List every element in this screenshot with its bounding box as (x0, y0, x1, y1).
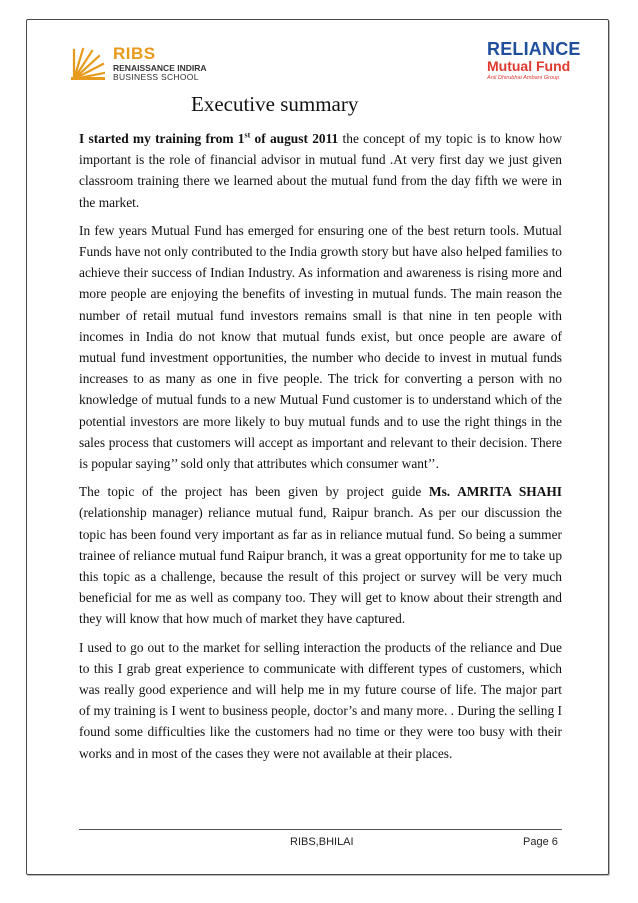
paragraph-4: I used to go out to the market for selling interaction the products of the reliance and Due to this I grab great experience to communicate with different types of customers, which was really good experience and will help me in my future course of life. The major part of my training is I went to business people, doctor’s and many more. . During the selling I found some difficulties like the customers had no time or they were too busy with their works and in most of the cases they were not available at their places. (79, 639, 562, 761)
page-title: Executive summary (191, 92, 359, 116)
paragraph-3: The topic of the project has been given by project guide Ms. AMRITA SHAHI (relationship manager) reliance mutual fund, Raipur branch. As per our discussion the topic has been found very important as far as in reliance mutual fund. So being a summer trainee of reliance mutual fund Raipur branch, it was a great opportunity for me to take up this topic as a challenge, because the result of this project or survey will be very much beneficial for me as well as company too. They will get to know about their strength and they will know that how much of market they have captured. (79, 484, 563, 627)
reliance-logo (487, 40, 587, 90)
training-start-bold: I started my training from 1st of august 2011 (79, 130, 339, 146)
ribs-sunburst-icon (71, 46, 105, 80)
reliance-product: Mutual Fund (487, 58, 571, 74)
ribs-name-line1: RENAISSANCE INDIRA (113, 63, 207, 73)
paragraph-1: I started my training from 1st of august 2011 the concept of my topic is to know how important is the role of financial advisor in mutual fund .At very first day we just given classroom training there we learned about the mutual fund from the day fifth we were in the market. (79, 130, 562, 210)
reliance-brand: RELIANCE (487, 39, 581, 59)
project-guide-name: Ms. AMRITA SHAHI (428, 484, 562, 500)
reliance-group: Anil Dhirubhai Ambani Group (487, 75, 560, 81)
footer-institution: RIBS,BHILAI (290, 836, 354, 848)
body-text (79, 128, 562, 771)
ribs-name-line2: BUSINESS SCHOOL (113, 72, 199, 82)
footer-divider (79, 829, 562, 830)
ribs-abbr: RIBS (113, 44, 156, 63)
ribs-logo (71, 46, 231, 82)
paragraph-2: In few years Mutual Fund has emerged for ensuring one of the best return tools. Mutual Funds have not only contributed to the India growth story but have also helped families to achieve their success of Indian Industry. As information and awareness is rising more and more people are enjoying the benefits of investing in mutual funds. The main reason the number of retail mutual fund investors remains small is that nine in ten people with incomes in India do not know that mutual funds exist, but once people are aware of mutual fund investment opportunities, the number who decide to invest in mutual funds increases to as many as one in five people. The trick for converting a person with no knowledge of mutual funds to a new Mutual Fund customer is to understand which of the potential investors are more likely to buy mutual funds and to use the right things in the sales process that customers will accept as important and relevant to their decision. There is popular saying’’ sold only that attributes which consumer want’’. (79, 222, 562, 472)
page-number: Page 6 (523, 836, 558, 848)
